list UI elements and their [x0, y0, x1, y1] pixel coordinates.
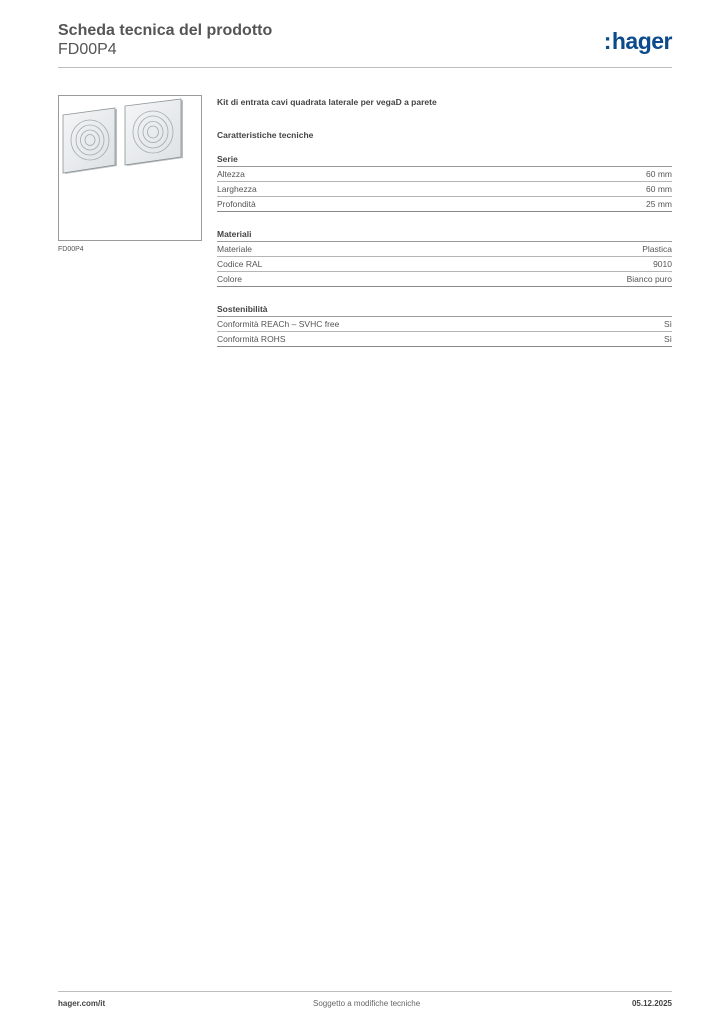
specs-title: Caratteristiche tecniche — [217, 130, 314, 140]
spec-value: Plastica — [642, 244, 672, 254]
spec-value: 9010 — [653, 259, 672, 269]
spec-value: 25 mm — [646, 199, 672, 209]
spec-row — [217, 242, 672, 257]
footer-website: hager.com/it — [58, 999, 106, 1008]
spec-group-materiali — [217, 229, 672, 287]
spec-label: Larghezza — [217, 184, 257, 194]
cable-entry-plates-icon — [59, 96, 201, 240]
spec-row — [217, 317, 672, 332]
product-title: Kit di entrata cavi quadrata laterale per vegaD a parete — [217, 97, 437, 107]
spec-row — [217, 167, 672, 182]
logo-text: hager — [611, 28, 672, 54]
spec-group-sostenibilita — [217, 304, 672, 347]
product-image — [58, 95, 202, 241]
spec-label: Profondità — [217, 199, 256, 209]
spec-label: Altezza — [217, 169, 245, 179]
footer-note: Soggetto a modifiche tecniche — [313, 999, 421, 1008]
logo-colon: : — [603, 28, 611, 54]
product-code: FD00P4 — [58, 41, 117, 58]
spec-group-heading: Sostenibilità — [217, 304, 672, 317]
spec-value: Sì — [663, 319, 672, 329]
page-header — [58, 20, 672, 70]
spec-group-serie — [217, 154, 672, 212]
spec-value: 60 mm — [646, 169, 672, 179]
footer-date: 05.12.2025 — [631, 999, 672, 1008]
spec-row — [217, 272, 672, 287]
spec-value: 60 mm — [646, 184, 672, 194]
spec-label: Materiale — [217, 244, 252, 254]
spec-row — [217, 197, 672, 212]
spec-label: Conformità REACh – SVHC free — [217, 319, 340, 329]
spec-value: Bianco puro — [626, 274, 672, 284]
spec-label: Codice RAL — [217, 259, 263, 269]
spec-value: Sì — [663, 334, 672, 344]
spec-row — [217, 257, 672, 272]
spec-group-heading: Materiali — [217, 229, 672, 242]
page-title: Scheda tecnica del prodotto — [58, 22, 273, 39]
image-caption: FD00P4 — [58, 246, 84, 253]
spec-row — [217, 182, 672, 197]
spec-label: Conformità ROHS — [217, 334, 286, 344]
spec-row — [217, 332, 672, 347]
footer-divider — [58, 991, 672, 992]
hager-logo — [604, 28, 672, 55]
product-details — [217, 97, 672, 347]
header-divider — [58, 67, 672, 68]
spec-label: Colore — [217, 274, 243, 284]
spec-group-heading: Serie — [217, 154, 672, 167]
